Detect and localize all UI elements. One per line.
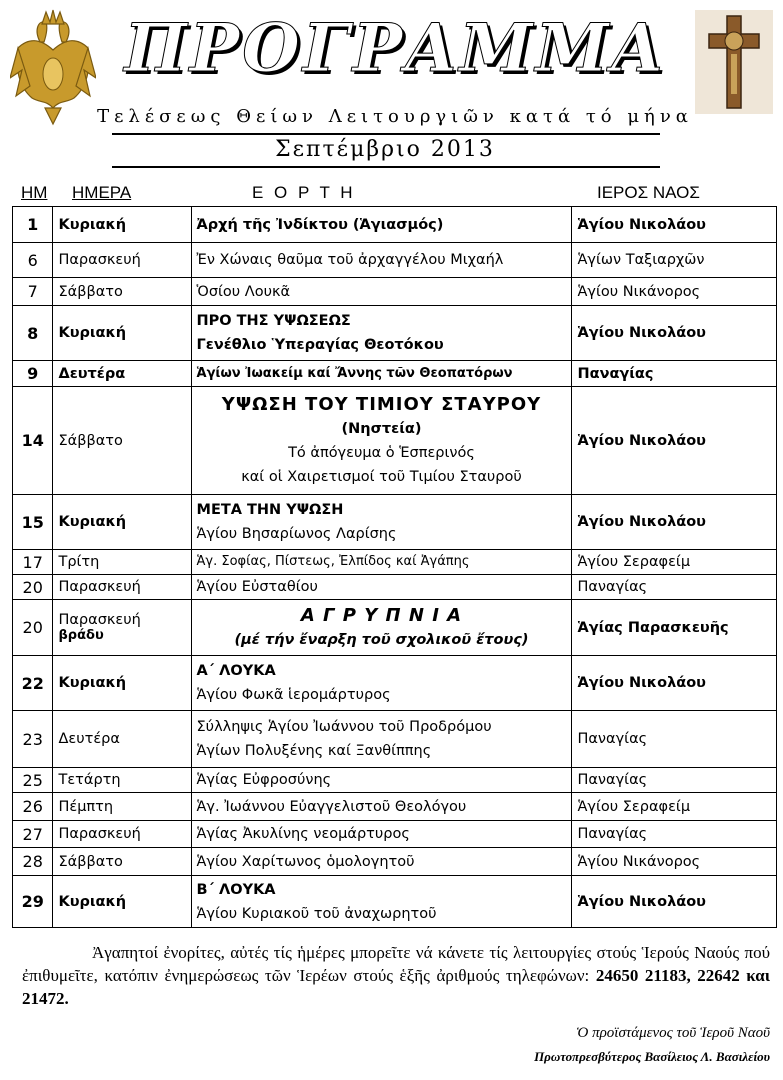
feast [191,711,572,768]
weekday: Δευτέρα [53,711,191,768]
feast [191,495,572,550]
feast-line: (μέ τήν ἔναρξη τοῦ σχολικοῦ ἔτους) [234,631,529,648]
church: Ἁγίου Νικολάου [572,306,777,361]
day-number: 26 [13,793,53,821]
weekday: Κυριακή [53,207,191,243]
weekday-line: Παρασκευή [58,612,141,628]
feast: Ἁγίας Ἀκυλίνης νεομάρτυρος [191,821,572,848]
church: Παναγίας [572,821,777,848]
weekday: Κυριακή [53,656,191,711]
table-row [13,575,777,600]
feast [191,876,572,928]
weekday: Πέμπτη [53,793,191,821]
weekday: Παρασκευή [53,243,191,278]
day-number: 25 [13,768,53,793]
day-number: 17 [13,550,53,575]
table-row [13,768,777,793]
weekday-line: βράδυ [58,628,104,643]
table-row [13,243,777,278]
feast-line: Ἁγίων Πολυξένης καί Ξανθίππης [196,743,432,759]
feast-line: Ἁγίου Φωκᾶ ἱερομάρτυρος [196,687,391,703]
feast-line: καί οἱ Χαιρετισμοί τοῦ Τιμίου Σταυροῦ [241,468,522,485]
table-row [13,278,777,306]
feast: Ὁσίου Λουκᾶ [191,278,572,306]
feast: Ἁγίου Εὐσταθίου [191,575,572,600]
phone-numbers: 24650 21183, 22642 και 21472. [22,966,770,1008]
page-subtitle: Τελέσεως Θείων Λειτουργιῶν κατά τό μήνα [97,106,693,127]
table-row [13,361,777,387]
feast: Ἁγίου Χαρίτωνος ὁμολογητοῦ [191,848,572,876]
day-number: 23 [13,711,53,768]
weekday: Κυριακή [53,306,191,361]
church: Ἁγίου Σεραφείμ [572,793,777,821]
feast-line: Α Γ Ρ Υ Π Ν Ι Α [300,604,463,626]
church: Ἁγίου Νικάνορος [572,278,777,306]
table-row [13,876,777,928]
parish-note [22,941,770,1010]
table-row [13,793,777,821]
day-number: 27 [13,821,53,848]
divider [112,166,660,168]
church: Ἁγίων Ταξιαρχῶν [572,243,777,278]
feast: Ἀρχή τῆς Ἰνδίκτου (Ἁγιασμός) [191,207,572,243]
feast-line: Β΄ ΛΟΥΚΑ [196,881,276,898]
day-number: 29 [13,876,53,928]
day-number: 6 [13,243,53,278]
feast-line: (Νηστεία) [341,420,422,437]
weekday: Τετάρτη [53,768,191,793]
weekday: Παρασκευή [53,575,191,600]
weekday [53,600,191,656]
signature-name: Πρωτοπρεσβύτερος Βασίλειος Λ. Βασιλείου [534,1049,770,1064]
church: Ἁγίου Νικολάου [572,387,777,495]
table-row [13,848,777,876]
feast-line: ΠΡΟ ΤΗΣ ΥΨΩΣΕΩΣ [196,313,351,329]
note-text: Ἀγαπητοί ἐνορίτες, αὐτές τίς ἡμέρες μπορεῖτε νά κάνετε τίς λειτουργίες στούς Ἱερούς Ναούς πού ἐπιθυμεῖτε, κατόπιν ἐνημερώσεως τῶν Ἱερέων στούς ἑξῆς ἀριθμούς τηλεφώνων: [22,943,770,985]
day-number: 1 [13,207,53,243]
feast-line: Τό ἀπόγευμα ὁ Ἑσπερινός [288,444,475,461]
feast: Ἁγίων Ἰωακείμ καί Ἄννης τῶν Θεοπατόρων [191,361,572,387]
weekday: Τρίτη [53,550,191,575]
table-row [13,656,777,711]
column-header-feast: Ε Ο Ρ Τ Η [252,183,356,202]
day-number: 20 [13,600,53,656]
double-headed-eagle-icon [10,8,96,126]
column-header-num: ΗΜ [21,183,48,202]
feast: Ἁγ. Σοφίας, Πίστεως, Ἐλπίδος καί Ἀγάπης [191,550,572,575]
church: Ἁγίου Νικολάου [572,656,777,711]
feast: Ἁγίας Εὐφροσύνης [191,768,572,793]
table-row [13,207,777,243]
month-label: Σεπτέμβριο 2013 [275,137,495,162]
church: Ἁγίου Νικολάου [572,207,777,243]
day-number: 14 [13,387,53,495]
weekday: Σάββατο [53,387,191,495]
table-row [13,550,777,575]
feast [191,656,572,711]
church: Ἁγίας Παρασκευῆς [572,600,777,656]
day-number: 9 [13,361,53,387]
schedule-table [12,206,777,928]
feast-line: Α΄ ΛΟΥΚΑ [196,663,276,679]
feast [191,600,572,656]
table-row [13,306,777,361]
table-row [13,387,777,495]
day-number: 28 [13,848,53,876]
feast: Ἐν Χώναις θαῦμα τοῦ ἀρχαγγέλου Μιχαήλ [191,243,572,278]
feast-line: ΜΕΤΑ ΤΗΝ ΥΨΩΣΗ [196,502,344,518]
page-title: ΠΡΟΓΡΑΜΜΑ [124,9,666,87]
signature-role: Ὁ προϊστάμενος τοῦ Ἱεροῦ Ναοῦ [576,1025,770,1041]
feast [191,306,572,361]
feast-line: Γενέθλιο Ὑπεραγίας Θεοτόκου [196,337,444,353]
church: Παναγίας [572,361,777,387]
day-number: 7 [13,278,53,306]
table-row [13,821,777,848]
feast-line: Ἁγίου Κυριακοῦ τοῦ ἀναχωρητοῦ [196,905,437,922]
table-row [13,711,777,768]
table-row [13,600,777,656]
weekday: Παρασκευή [53,821,191,848]
weekday: Σάββατο [53,278,191,306]
day-number: 22 [13,656,53,711]
day-number: 8 [13,306,53,361]
weekday: Σάββατο [53,848,191,876]
cross-icon [695,10,773,114]
church: Παναγίας [572,711,777,768]
feast: Ἁγ. Ἰωάννου Εὐαγγελιστοῦ Θεολόγου [191,793,572,821]
church: Παναγίας [572,575,777,600]
table-row [13,495,777,550]
feast [191,387,572,495]
column-header-day: ΗΜΕΡΑ [72,183,132,202]
feast-line: Σύλληψις Ἁγίου Ἰωάννου τοῦ Προδρόμου [196,719,492,735]
church: Ἁγίου Νικολάου [572,876,777,928]
weekday: Κυριακή [53,876,191,928]
divider [112,133,660,135]
weekday: Δευτέρα [53,361,191,387]
church: Ἁγίου Νικάνορος [572,848,777,876]
church: Παναγίας [572,768,777,793]
column-header-church: ΙΕΡΟΣ ΝΑΟΣ [597,183,700,202]
church: Ἁγίου Νικολάου [572,495,777,550]
church: Ἁγίου Σεραφείμ [572,550,777,575]
day-number: 20 [13,575,53,600]
weekday: Κυριακή [53,495,191,550]
feast-line: Ἁγίου Βησαρίωνος Λαρίσης [196,526,397,542]
feast-line: ΥΨΩΣΗ ΤΟΥ ΤΙΜΙΟΥ ΣΤΑΥΡΟΥ [221,393,542,415]
day-number: 15 [13,495,53,550]
